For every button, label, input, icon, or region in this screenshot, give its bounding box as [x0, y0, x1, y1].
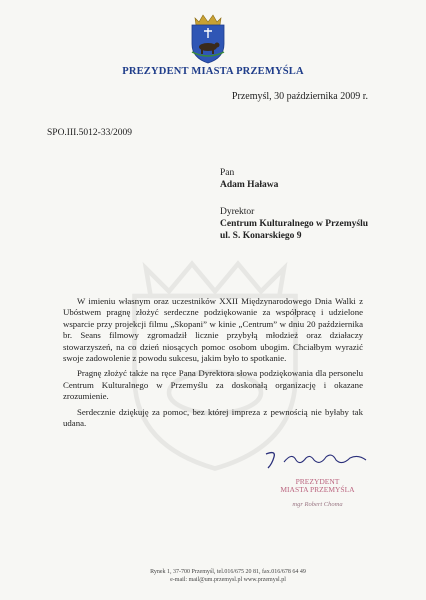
footer-address: Rynek 1, 37-700 Przemyśl, tel.016/675 20 81, fax.016/678 64 49 — [150, 569, 306, 575]
date-line: Przemyśl, 30 października 2009 r. — [231, 91, 368, 102]
stamp-signatory: mgr Robert Choma — [292, 501, 343, 508]
reference-number: SPO.III.5012-33/2009 — [47, 128, 132, 138]
recipient-address-block — [220, 206, 368, 242]
recipient-institution: Centrum Kulturalnego w Przemyślu — [220, 219, 369, 229]
issuer-name: PREZYDENT MIASTA PRZEMYŚLA — [122, 66, 304, 77]
body-paragraph: Pragnę złożyć także na ręce Pana Dyrektora słowa podziękowania dla personelu Centrum Kulturalnego w Przemyślu za doskonałą organizację i okazane zrozumienie. — [63, 368, 363, 402]
body-paragraph: W imieniu własnym oraz uczestników XXII Międzynarodowego Dnia Walki z Ubóstwem pragnę złożyć serdeczne podziękowanie za współpracę i udzielone wsparcie przy projekcji filmu „Skopani” w kinie „Centrum” w dniu 20 października br. Seans filmowy zgromadził licznie przybyłą młodzież oraz działaczy stowarzyszeń, na co dzień niosących pomoc osobom ubogim. Chciałbym wyrazić swoje zadowolenie z powodu sukcesu, jakim było to spotkanie. — [63, 296, 363, 364]
stamp-line-1: PREZYDENT — [295, 477, 340, 486]
recipient-block — [220, 167, 278, 191]
letter-body — [63, 296, 363, 433]
footer-contact: e-mail: mail@um.przemysl.pl www.przemysl.pl — [170, 577, 286, 583]
signature-mark — [262, 448, 372, 470]
letter-footer — [0, 568, 426, 584]
body-paragraph: Serdecznie dziękuję za pomoc, bez której impreza z pewnością nie byłaby tak udana. — [63, 406, 363, 429]
official-stamp — [265, 478, 370, 509]
recipient-title: Dyrektor — [220, 207, 255, 217]
stamp-line-2: MIASTA PRZEMYŚLA — [280, 485, 355, 494]
recipient-address: ul. S. Konarskiego 9 — [220, 231, 302, 241]
recipient-name: Adam Haława — [220, 180, 279, 190]
coat-of-arms-icon — [186, 12, 230, 64]
recipient-salutation: Pan — [220, 168, 235, 178]
